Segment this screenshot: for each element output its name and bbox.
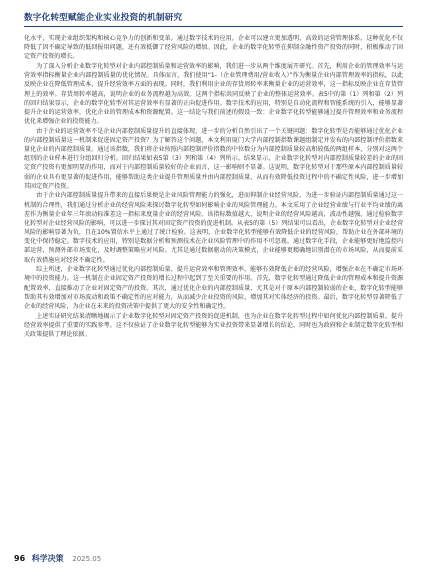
page-footer xyxy=(14,553,413,567)
page-number: 96 xyxy=(14,554,26,563)
article-title: 数字化转型赋能企业实业投资的机制研究 xyxy=(24,13,183,23)
paragraph-2: 为了深入分析企业数字化转型对企业内部控制质量和运营效率的影响，我们进一步从两个维度展开研究。首先，利用企业的管理效率与运营效率指标衡量企业内部控制质量的优化情况。具体而言，我们使用“1-（企业管理费用/营业收入）”作为衡量企业内部管理效率的指标，以此反映企业在降低管理成本、提升经营效率方面的表现。同时，我们利用企业的存货周转率来衡量企业的运营效率，这一指标反映企业在存货管理上的效率。存货周转率越高，说明企业的业务流程越为高效。这两个指标共同反映了企业的整体运营效率。表5中的第（1）列和第（2）列的回归结果显示，企业的数字化转型对其运营效率有显著的正向促进作用。数字技术的应用，特别是自动化流程和智能系统的引入，能够显著提升企业的运营效率，优化企业的管理成本和资源配置。这一结论与我们前述的假设一致：企业数字化转型能够通过提升管理效率和业务流程优化来增强企业的投资能力。 xyxy=(24,63,403,125)
paragraph-5: 综上所述，企业数字化转型通过优化内部控制质量、提升运营效率和管理效率，能够有效降低企业的经营风险，增强企业在不确定市场环境中的投资能力。这一机制在企业固定资产投资的增长过程中起到了至关重要的作用。首先，数字化转型通过降低企业的管理成本和提升资源配置效率，直接推动了企业对固定资产的投资。其次，通过优化企业的内部控制质量，尤其是对于原本内部控制较弱的企业，数字化转型能够帮助其有效增加对市场波动和政策不确定性的应对能力，从而减少企业投资的风险，增加其对实体经济的投资。最后，数字化转型显著降低了企业的经营风险，为企业在未来的投资决策中提供了更大的安全性和确定性。 xyxy=(24,266,403,310)
paragraph-3: 由于企业的运营效率不是企业内部控制质量提升的直接体现，进一步的分析自然引出了一个关键问题：数字化转型是否能够通过优化企业的内部控制质量这一机制来促进固定资产投资？为了解答这个问题，本文利用厦门大学内部控制指数课题组制定并发布的内部控制评价指数来量化企业的内部控制质量。通过该指数，我们将企业按照内部控制评价指数的中位数分为内部控制质量较高和较低的两组样本，分别对这两个组别的企业样本进行分组回归分析。回归结果如表5第（3）列和第（4）列所示。结果显示，企业数字化转型对内部控制质量较差的企业的固定资产投资有更加明显的作用，而对于内部控制质量较好的企业而言，这一影响则不显著。这说明，数字化转型对于那些原本内部控制质量较弱的企业具有更显著的促进作用，能够帮助这类企业提升管理质量并由内部控制质量，从而有效降低投资过程中的不确定性风险，进一步增加其固定资产投资。 xyxy=(24,127,403,190)
paragraph-4: 由于企业内部控制质量提升带来的直接后果便是企业风险管理能力的强化，进而抑制企业经营风险。为进一步验证内部控制质量通过这一机制的合理性，我们通过分析企业的经营风险来探讨数字化转型如何影响企业的风险管理能力。本文采用了企业经营业绩与行业平均业绩的离差作为衡量企业年三年滚动标准差这一指标来度量企业的经营风险。该指标数值越大，说明企业的经营风险越高，波动性越强。通过检验数字化转型对企业经营风险的影响，可以进一步探讨其对固定资产投资的促进机制。从表5的第（5）列结果可以看出，企业数字化转型对企业经营风险的影响显著为负，且在10%置信水平上通过了统计检验。这表明，企业数字化转型能够有效降低企业的经营风险，帮助企业在外部环境的变化中保持稳定。数字技术的应用，特别是数据分析和预测技术在企业风险管理中的作用不可忽视。通过数字化手段，企业能够更好地监控内部运营、预测外部市场变化，及时调整策略应对风险。尤其是通过数据驱动的决策模式，企业能够更精确地识别潜在的市场风险，从而提前采取有效措施应对经营不确定性。 xyxy=(24,192,403,264)
paragraph-1: 化水平，实现企业组织架构和核心竞争力的创新和变革。通过数字技术的应用，企业可以建立更加透明、高效的运营管理体系，这种优化不仅降低了因不确定导致的低回报用问题，还有效抵御了经营风险的增加。因此，企业的数字化转型在抑制金融性资产投资的同时，积极推动了固定资产投资的增长。 xyxy=(24,35,403,61)
running-header xyxy=(24,12,403,26)
paragraph-6: 上述实证研究结果清晰地揭示了企业数字化转型对固定资产投资的促进机制，也为企业在数字化转型过程中如何优化内部控制质量、提升经营效率提供了重要的实践参考。这不仅验证了企业数字化转型能够为实业投资带来显著增长的结论，同时也为政府和企业制定数字化转型相关政策提供了理论依据。 xyxy=(24,312,403,338)
issue-date: 2025.05 xyxy=(72,555,102,563)
header-divider xyxy=(24,26,403,27)
journal-name: 科学决策 xyxy=(31,554,64,563)
article-body xyxy=(24,34,403,544)
